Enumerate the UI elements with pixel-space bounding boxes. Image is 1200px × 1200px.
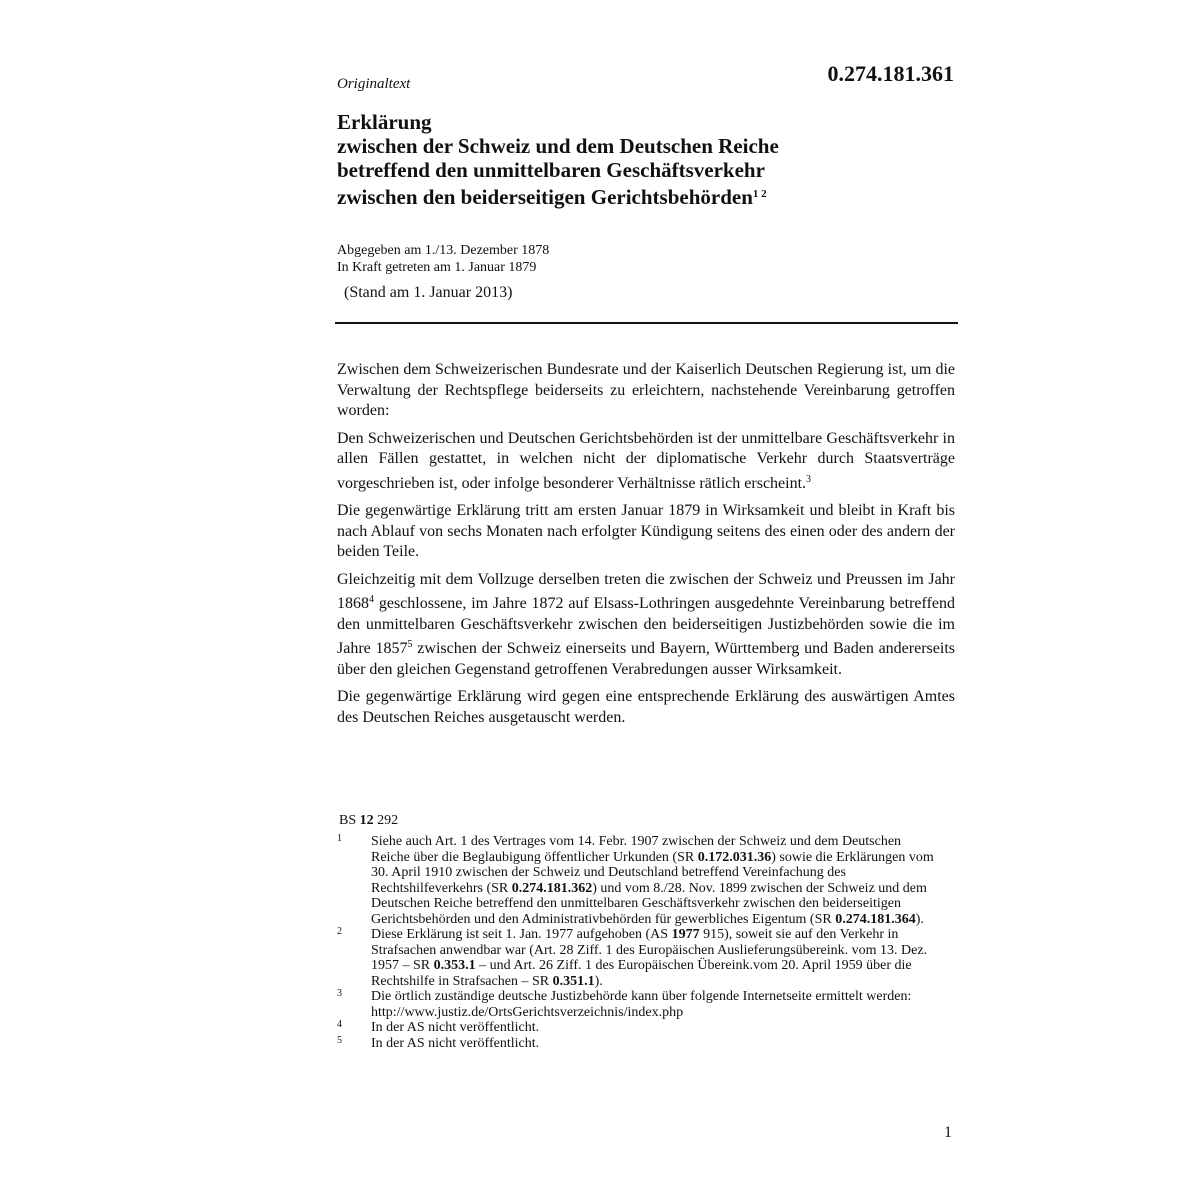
footnote-text: ) und vom 8./28. Nov. 1899 zwischen der Schweiz und dem Deutschen Reiche betreffend den unmittelbaren Geschäftsverkehr zwischen den beiderseitigen Gerichtsbehörden und den Administrativbehörden für gewerbliches Eigentum (SR (371, 880, 927, 927)
footnote-number: 1 (337, 833, 342, 844)
source-prefix: BS (339, 813, 357, 828)
footnotes (337, 834, 942, 1051)
sr-link[interactable]: 0.274.181.362 (511, 880, 593, 896)
footnote-ref[interactable]: 1 2 (752, 188, 767, 200)
document-body (337, 360, 955, 735)
title-line (337, 182, 957, 209)
footnote-number: 2 (337, 926, 342, 937)
footnote (337, 989, 942, 1020)
title-line: zwischen der Schweiz und dem Deutschen Reiche (337, 134, 779, 158)
footnote-text: ). (915, 911, 924, 927)
paragraph: Die gegenwärtige Erklärung tritt am ersten Januar 1879 in Wirksamkeit und bleibt in Kraft bis nach Ablauf von sechs Monaten nach erfolgter Kündigung seitens des einen oder des andern der beiden Teile. (337, 502, 955, 560)
sr-link[interactable]: 0.274.181.364 (835, 911, 916, 927)
sr-number: 0.274.181.361 (827, 61, 954, 86)
footnote-text: Siehe auch Art. 1 des Vertrages vom 14. Febr. 1907 zwischen der Schweiz und dem Deutschen Reiche über die Beglaubigung öffentlicher Urkunden (SR (371, 834, 902, 865)
footnote-ref[interactable]: 4 (369, 594, 374, 605)
page-number: 1 (944, 1124, 952, 1141)
footnote-number: 3 (337, 988, 342, 999)
footnote-number: 4 (337, 1019, 342, 1030)
footnote-text: Die örtlich zuständige deutsche Justizbehörde kann über folgende Internetseite ermittelt werden: http://www.justiz.de/OrtsGerichtsverzeichnis/index.php (371, 989, 912, 1020)
as-reference: 1977 (671, 927, 700, 942)
footnote-text: – und Art. 26 Ziff. 1 des Europäischen Übereink.vom 20. April 1959 über die Rechtshilfe in Strafsachen – SR (371, 958, 912, 989)
source-volume: 12 (359, 813, 374, 828)
footnote-text: In der AS nicht veröffentlicht. (371, 1020, 540, 1035)
title-line: Erklärung (337, 110, 432, 134)
footnote-ref[interactable]: 3 (806, 473, 812, 485)
source-reference (339, 813, 398, 829)
footnote (337, 927, 942, 989)
paragraph: Zwischen dem Schweizerischen Bundesrate und der Kaiserlich Deutschen Regierung ist, um die Verwaltung der Rechtspflege beiderseits zu erleichtern, nachstehende Vereinbarung getroffen worden: (337, 361, 955, 419)
sr-link[interactable]: 0.353.1 (433, 958, 476, 973)
footnote-text: Diese Erklärung ist seit 1. Jan. 1977 aufgehoben (AS (371, 927, 672, 942)
original-text-label: Originaltext (337, 76, 411, 92)
title-line-text: zwischen den beiderseitigen Gerichtsbehörden (337, 185, 753, 209)
title-line: betreffend den unmittelbaren Geschäftsverkehr (337, 158, 765, 182)
paragraph-text: Den Schweizerischen und Deutschen Gerichtsbehörden ist der unmittelbare Geschäftsverkehr in allen Fällen gestattet, in welchen nicht der diplomatische Verkehr durch Staatsverträge vorgeschrieben ist, oder infolge besonderer Verhältnisse rätlich erscheint. (337, 429, 955, 492)
paragraph: Die gegenwärtige Erklärung wird gegen eine entsprechende Erklärung des auswärtigen Amtes des Deutschen Reiches ausgetauscht werden. (337, 688, 955, 726)
footnote-number: 5 (337, 1034, 342, 1046)
paragraph (337, 570, 955, 681)
in-force-date: In Kraft getreten am 1. Januar 1879 (337, 260, 537, 275)
issued-date: Abgegeben am 1./13. Dezember 1878 (337, 243, 550, 258)
footnote-ref[interactable]: 5 (407, 639, 413, 650)
footnote-text: ). (594, 973, 603, 989)
sr-link[interactable]: 0.351.1 (552, 973, 595, 989)
paragraph-text: Gleichzeitig mit dem Vollzuge derselben treten die zwischen der Schweiz und Preussen im Jahr 1868 (337, 570, 955, 612)
paragraph (337, 429, 955, 495)
source-page: 292 (377, 813, 399, 828)
footnote-text: ) sowie die Erklärungen vom 30. April 1910 zwischen der Schweiz und Deutschland betreffend Vereinfachung des Rechtshilfeverkehrs (SR (371, 849, 934, 896)
footnote (337, 1020, 942, 1036)
footnote (337, 834, 942, 927)
footnote (337, 1036, 942, 1052)
document-title (337, 110, 957, 209)
paragraph-text: zwischen der Schweiz einerseits und Bayern, Württemberg und Baden andererseits über den gleichen Gegenstand getroffenen Verabredungen ausser Wirksamkeit. (337, 640, 955, 678)
paragraph-text: geschlossene, im Jahre 1872 auf Elsass-Lothringen ausgedehnte Vereinbarung betreffend den unmittelbaren Geschäftsverkehr zwischen den beiderseitigen Justizbehörden sowie die im Jahre 1857 (337, 595, 955, 657)
status-date: (Stand am 1. Januar 2013) (344, 284, 513, 301)
sr-link[interactable]: 0.172.031.36 (697, 849, 772, 865)
footnote-text: 915), soweit sie auf den Verkehr in Strafsachen anwendbar war (Art. 28 Ziff. 1 des Europäischen Auslieferungsübereink. vom 13. Dez. 1957 – SR (371, 927, 928, 973)
footnote-text: In der AS nicht veröffentlicht. (371, 1035, 540, 1051)
header-divider (335, 322, 958, 324)
document-dates (337, 242, 549, 276)
